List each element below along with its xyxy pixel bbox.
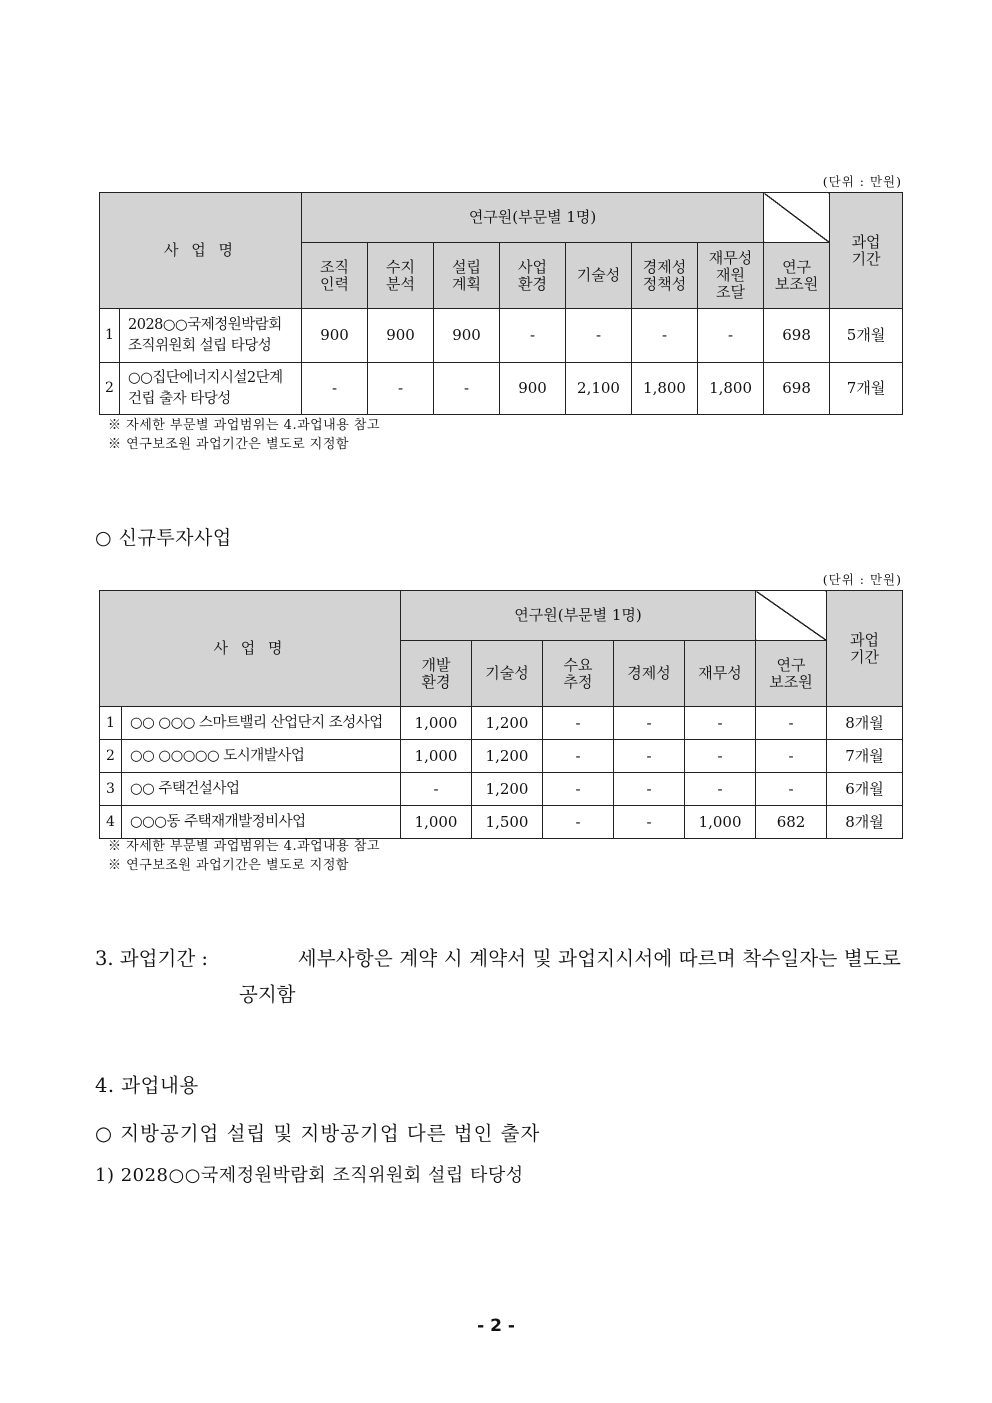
cell-assistant: -: [756, 740, 827, 773]
cell: -: [614, 773, 685, 806]
cell: -: [698, 309, 764, 363]
cell-period: 8개월: [827, 806, 903, 839]
row-name: ○○○동 주택재개발정비사업: [122, 806, 401, 839]
cell: -: [302, 363, 368, 415]
cell-period: 5개월: [830, 309, 903, 363]
cell-assistant: 698: [764, 363, 830, 415]
period-text-line2: 공지함: [239, 983, 296, 1006]
cell: -: [500, 309, 566, 363]
table2-header-period: 과업 기간: [827, 591, 903, 707]
cell: -: [434, 363, 500, 415]
cell: -: [543, 740, 614, 773]
period-text-line1: 세부사항은 계약 시 계약서 및 과업지시서에 따르며 착수일자는 별도로: [297, 947, 901, 970]
cell-assistant: -: [756, 707, 827, 740]
cell: 1,000: [401, 740, 472, 773]
table2-col-fin: 재무성: [685, 641, 756, 707]
cell: 1,800: [698, 363, 764, 415]
page-number: - 2 -: [477, 1316, 515, 1336]
cell: 1,000: [685, 806, 756, 839]
table1-notes: [108, 416, 380, 454]
cell: -: [614, 740, 685, 773]
cell: 900: [500, 363, 566, 415]
cell: -: [614, 707, 685, 740]
table2-col-dev: 개발 환경: [401, 641, 472, 707]
row-name: ○○ 주택건설사업: [122, 773, 401, 806]
content-section-title: 4. 과업내용: [95, 1074, 199, 1097]
cell: 1,000: [401, 806, 472, 839]
cell: 2,100: [566, 363, 632, 415]
cell: -: [543, 707, 614, 740]
cell: 900: [434, 309, 500, 363]
cell: 1,200: [472, 773, 543, 806]
cell: -: [368, 363, 434, 415]
table2-col-tech: 기술성: [472, 641, 543, 707]
table1-col-tech: 기술성: [566, 243, 632, 309]
row-number: 2: [100, 740, 122, 773]
cell-assistant: 698: [764, 309, 830, 363]
cell: 1,500: [472, 806, 543, 839]
table2-unit: (단위 : 만원): [822, 572, 902, 587]
table1-header-group: 연구원(부문별 1명): [302, 193, 764, 243]
table1-col-econ: 경제성 정책성: [632, 243, 698, 309]
table2-col-assistant: 연구 보조원: [756, 641, 827, 707]
row-number: 1: [100, 309, 120, 363]
cell: -: [543, 806, 614, 839]
note-line: ※ 자세한 부문별 과업범위는 4.과업내용 참고: [108, 839, 381, 854]
period-label: 3. 과업기간 :: [95, 947, 208, 970]
table1-col-env: 사업 환경: [500, 243, 566, 309]
table2-header-diagonal: [756, 591, 827, 641]
table2-notes: [108, 837, 380, 875]
cell: -: [632, 309, 698, 363]
cell-period: 6개월: [827, 773, 903, 806]
table2-header-name: 사 업 명: [100, 591, 401, 707]
note-line: ※ 연구보조원 과업기간은 별도로 지정함: [108, 858, 349, 873]
row-name: ○○집단에너지시설2단계 건립 출자 타당성: [120, 363, 302, 415]
table-row: [100, 740, 903, 773]
content-subsection: ○ 지방공기업 설립 및 지방공기업 다른 법인 출자: [95, 1122, 541, 1145]
period-line: [95, 941, 901, 977]
row-name: ○○ ○○○○○ 도시개발사업: [122, 740, 401, 773]
row-number: 2: [100, 363, 120, 415]
table1: [99, 192, 903, 415]
cell-period: 8개월: [827, 707, 903, 740]
table2: [99, 590, 903, 839]
row-name: ○○ ○○○ 스마트밸리 산업단지 조성사업: [122, 707, 401, 740]
cell: 1,200: [472, 740, 543, 773]
table1-col-finance: 수지 분석: [368, 243, 434, 309]
table-row: [100, 773, 903, 806]
table1-col-fin: 재무성 재원 조달: [698, 243, 764, 309]
content-item: 1) 2028○○국제정원박람회 조직위원회 설립 타당성: [95, 1165, 524, 1186]
cell: 900: [302, 309, 368, 363]
table1-header-period: 과업 기간: [830, 193, 903, 309]
table1-col-org: 조직 인력: [302, 243, 368, 309]
period-section: [95, 941, 901, 1013]
table2-col-demand: 수요 추정: [543, 641, 614, 707]
cell: -: [401, 773, 472, 806]
cell-assistant: -: [756, 773, 827, 806]
cell: 1,800: [632, 363, 698, 415]
cell: -: [685, 773, 756, 806]
row-name: 2028○○국제정원박람회 조직위원회 설립 타당성: [120, 309, 302, 363]
cell-assistant: 682: [756, 806, 827, 839]
section-title-new-investment: ○ 신규투자사업: [95, 527, 232, 549]
cell: -: [685, 740, 756, 773]
row-number: 1: [100, 707, 122, 740]
row-number: 4: [100, 806, 122, 839]
table2-header-group: 연구원(부문별 1명): [401, 591, 756, 641]
cell-period: 7개월: [827, 740, 903, 773]
table1-col-assistant: 연구 보조원: [764, 243, 830, 309]
cell: -: [543, 773, 614, 806]
note-line: ※ 자세한 부문별 과업범위는 4.과업내용 참고: [108, 418, 381, 433]
table1-col-plan: 설립 계획: [434, 243, 500, 309]
table-row: [100, 806, 903, 839]
table-row: [100, 309, 903, 363]
note-line: ※ 연구보조원 과업기간은 별도로 지정함: [108, 437, 349, 452]
table-row: [100, 707, 903, 740]
cell: 1,000: [401, 707, 472, 740]
cell: -: [566, 309, 632, 363]
table2-col-econ: 경제성: [614, 641, 685, 707]
table1-unit: (단위 : 만원): [822, 174, 902, 189]
table-row: [100, 363, 903, 415]
cell: -: [685, 707, 756, 740]
cell: -: [614, 806, 685, 839]
table1-header-diagonal: [764, 193, 830, 243]
row-number: 3: [100, 773, 122, 806]
cell: 1,200: [472, 707, 543, 740]
cell-period: 7개월: [830, 363, 903, 415]
table1-header-name: 사 업 명: [100, 193, 302, 309]
cell: 900: [368, 309, 434, 363]
